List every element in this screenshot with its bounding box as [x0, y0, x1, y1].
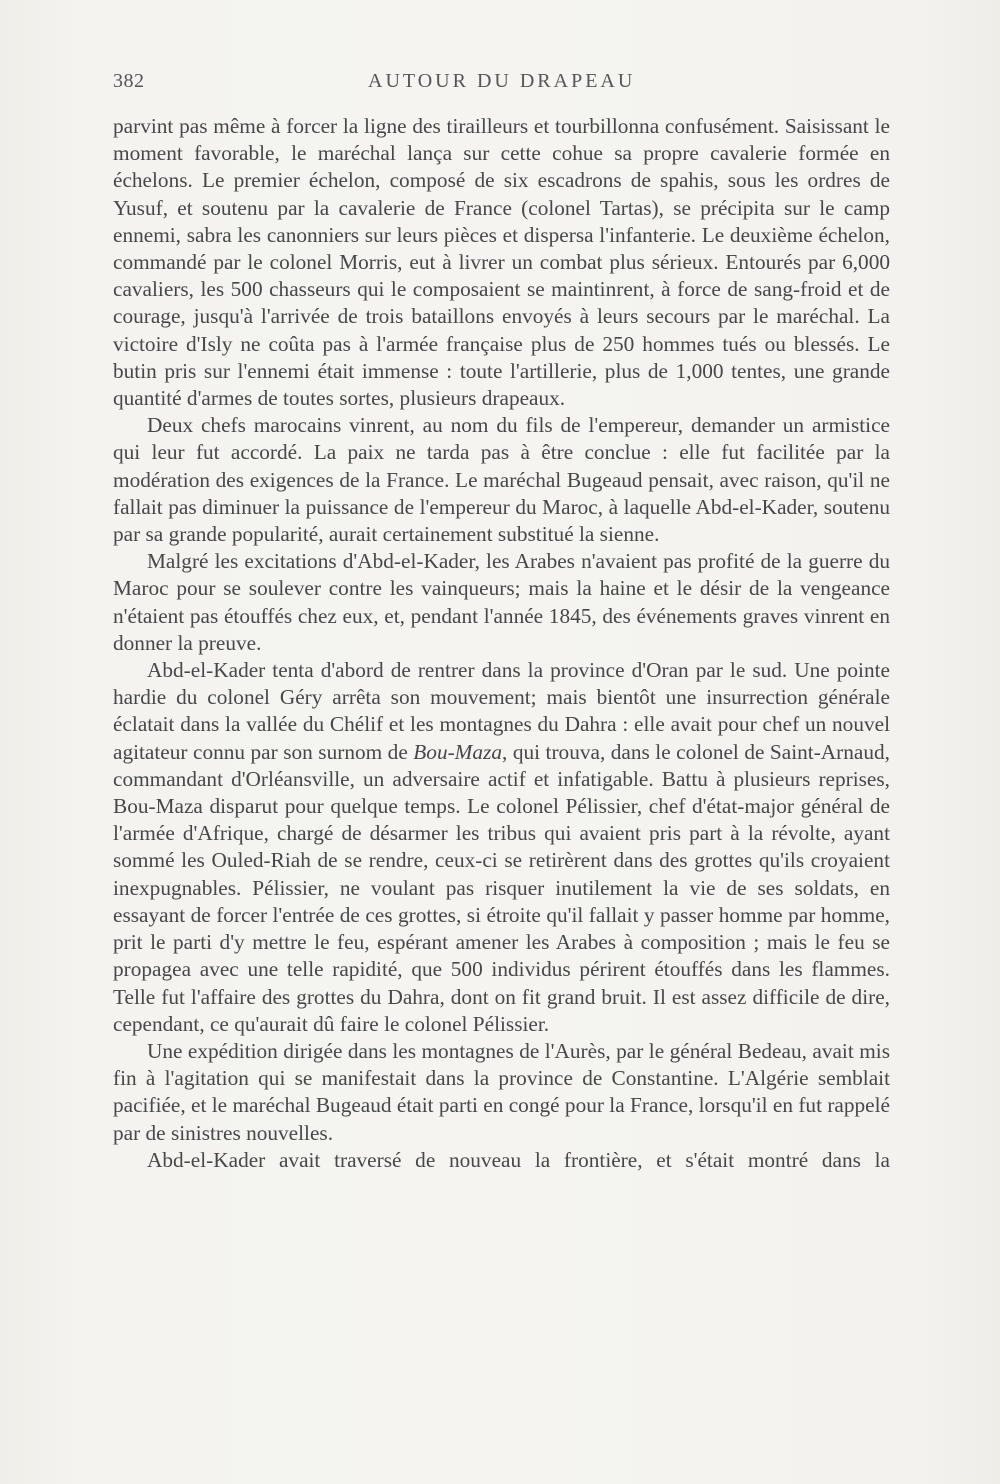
- paragraph-5: Une expédition dirigée dans les montagnes de l'Aurès, par le général Bedeau, avait mis fin à l'agitation qui se manifestait dans la province de Constantine. L'Algérie semblait pacifiée, et le maréchal Bugeaud était parti en congé pour la France, lorsqu'il en fut rappelé par de sinistres nouvelles.: [113, 1038, 890, 1145]
- page-header: [113, 70, 890, 100]
- paragraph-4-part-2: , qui trouva, dans le colonel de Saint-Arnaud, commandant d'Orléansville, un adversaire actif et infatigable. Battu à plusieurs reprises, Bou-Maza disparut pour quelque temps. Le colonel Pélissier, chef d'état-major général de l'armée d'Afrique, chargé de désarmer les tribus qui avaient pris part à la révolte, ayant sommé les Ouled-Riah de se rendre, ceux-ci se retirèrent dans des grottes qu'ils croyaient inexpugnables. Pélissier, ne voulant pas risquer inutilement la vie de ses soldats, en essayant de forcer l'entrée de ces grottes, si étroite qu'il fallait y passer homme par homme, prit le parti d'y mettre le feu, espérant amener les Arabes à composition ; mais le feu se propagea avec une telle rapidité, que 500 individus périrent étouffés dans les flammes. Telle fut l'affaire des grottes du Dahra, dont on fit grand bruit. Il est assez difficile de dire, cependant, ce qu'aurait dû faire le colonel Pélissier.: [113, 739, 890, 1036]
- paragraph-3: Malgré les excitations d'Abd-el-Kader, les Arabes n'avaient pas profité de la guerre du Maroc pour se soulever contre les vainqueurs; mais la haine et le désir de la vengeance n'étaient pas étouffés chez eux, et, pendant l'année 1845, des événements graves vinrent en donner la preuve.: [113, 549, 890, 655]
- bou-maza-italic: Bou-Maza: [413, 739, 503, 764]
- body-text: [113, 113, 890, 1174]
- paragraph-2: Deux chefs marocains vinrent, au nom du fils de l'empereur, demander un armistice qui leur fut accordé. La paix ne tarda pas à être conclue : elle fut facilitée par la modération des exigences de la France. Le maréchal Bugeaud pensait, avec raison, qu'il ne fallait pas diminuer la puissance de l'empereur du Maroc, à laquelle Abd-el-Kader, soutenu par sa grande popularité, aurait certainement substitué la sienne.: [113, 413, 890, 547]
- paragraph-4-part-1: Abd-el-Kader tenta d'abord de rentrer dans la province d'Oran par le sud. Une pointe hardie du colonel Géry arrêta son mouvement; mais bientôt une insurrection générale éclatait dans la vallée du Chélif et les montagnes du Dahra : elle avait pour chef un nouvel agitateur connu par son surnom de: [113, 658, 890, 764]
- running-title: AUTOUR DU DRAPEAU: [368, 70, 636, 92]
- paragraph-1: parvint pas même à forcer la ligne des tirailleurs et tourbillonna confusément. Saisissant le moment favorable, le maréchal lança sur cette cohue sa propre cavalerie formée en échelons. Le premier échelon, composé de six escadrons de spahis, sous les ordres de Yusuf, et soutenu par la cavalerie de France (colonel Tartas), se précipita sur le camp ennemi, sabra les canonniers sur leurs pièces et dispersa l'infanterie. Le deuxième échelon, commandé par le colonel Morris, eut à livrer un combat plus sérieux. Entourés par 6,000 cavaliers, les 500 chasseurs qui le composaient se maintinrent, à force de sang-froid et de courage, jusqu'à l'arrivée de trois bataillons envoyés à leurs secours par le maréchal. La victoire d'Isly ne coûta pas à l'armée française plus de 250 hommes tués ou blessés. Le butin pris sur l'ennemi était immense : toute l'artillerie, plus de 1,000 tentes, une grande quantité d'armes de toutes sortes, plusieurs drapeaux.: [113, 114, 890, 411]
- paragraph-4: [113, 657, 890, 1038]
- page-number: 382: [113, 70, 145, 92]
- paragraph-6: Abd-el-Kader avait traversé de nouveau la frontière, et s'était montré dans la: [147, 1147, 890, 1172]
